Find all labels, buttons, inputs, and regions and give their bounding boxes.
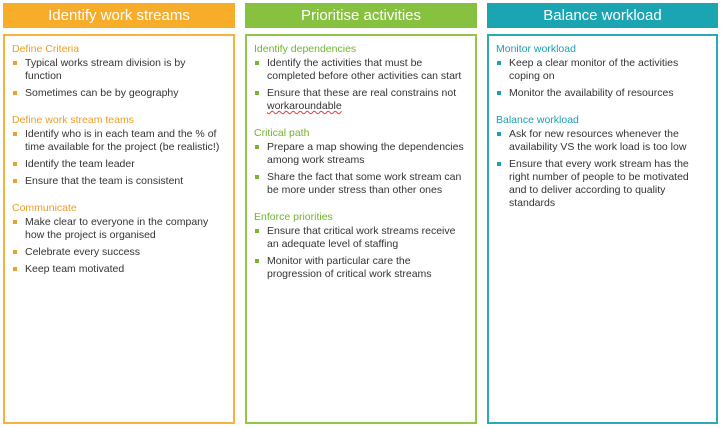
bullet-list: [254, 141, 467, 197]
list-item: [254, 57, 467, 83]
list-item-text: Identify the activities that must be completed before other activities can start: [267, 57, 462, 82]
section-monitor-workload: [496, 43, 708, 100]
column-body: [487, 34, 718, 424]
list-item: [12, 263, 225, 276]
section-title: Identify dependencies: [254, 43, 357, 55]
column-header: Prioritise activities: [245, 3, 477, 28]
section-title: Enforce priorities: [254, 211, 333, 223]
square-bullet-icon: [13, 132, 17, 136]
misspelled-word: workaroundable: [267, 100, 342, 112]
column-prioritise-activities: [245, 3, 477, 424]
square-bullet-icon: [255, 229, 259, 233]
list-item: [496, 128, 708, 154]
column-balance-workload: [487, 3, 718, 424]
square-bullet-icon: [255, 175, 259, 179]
list-item-text: Identify who is in each team and the % of time available for the project (be realistic!): [25, 128, 220, 153]
section-title: Define work stream teams: [12, 114, 134, 126]
section-title: Critical path: [254, 127, 310, 139]
square-bullet-icon: [497, 91, 501, 95]
list-item-text: Keep a clear monitor of the activities coping on: [509, 57, 679, 82]
square-bullet-icon: [13, 250, 17, 254]
list-item-text: Identify the team leader: [25, 158, 135, 170]
list-item-text: Keep team motivated: [25, 263, 125, 275]
section-title: Communicate: [12, 202, 77, 214]
column-identify-work-streams: [3, 3, 235, 424]
square-bullet-icon: [497, 162, 501, 166]
square-bullet-icon: [13, 162, 17, 166]
list-item: [254, 255, 467, 281]
section-title: Monitor workload: [496, 43, 576, 55]
list-item-text: Prepare a map showing the dependencies among work streams: [267, 141, 464, 166]
section-title: Define Criteria: [12, 43, 80, 55]
list-item: [12, 57, 225, 83]
bullet-list: [254, 57, 467, 113]
list-item: [496, 57, 708, 83]
list-item: [12, 175, 225, 188]
list-item-text: Typical works stream division is by function: [25, 57, 186, 82]
list-item-text: Make clear to everyone in the company how the project is organised: [25, 216, 209, 241]
square-bullet-icon: [497, 61, 501, 65]
list-item-text: Monitor the availability of resources: [509, 87, 674, 99]
square-bullet-icon: [497, 132, 501, 136]
list-item: [12, 246, 225, 259]
square-bullet-icon: [13, 267, 17, 271]
square-bullet-icon: [255, 61, 259, 65]
list-item: [12, 128, 225, 154]
section-define-work-stream-teams: [12, 114, 225, 188]
list-item: [254, 141, 467, 167]
list-item-text: Ensure that the team is consistent: [25, 175, 184, 187]
bullet-list: [254, 225, 467, 281]
list-item: [12, 216, 225, 242]
section-communicate: [12, 202, 225, 276]
section-identify-dependencies: [254, 43, 467, 113]
list-item: [12, 87, 225, 100]
square-bullet-icon: [13, 179, 17, 183]
square-bullet-icon: [255, 91, 259, 95]
column-body: [3, 34, 235, 424]
list-item-text: Ensure that critical work streams receive an adequate level of staffing: [267, 225, 456, 250]
list-item-text: Monitor with particular care the progression of critical work streams: [267, 255, 432, 280]
column-header: Identify work streams: [3, 3, 235, 28]
bullet-list: [496, 57, 708, 100]
square-bullet-icon: [255, 259, 259, 263]
column-body: [245, 34, 477, 424]
list-item: [254, 171, 467, 197]
square-bullet-icon: [13, 220, 17, 224]
list-item-text: Ensure that every work stream has the right number of people to be motivated and to deliver according to quality standards: [509, 158, 689, 209]
bullet-list: [12, 57, 225, 100]
list-item: [12, 158, 225, 171]
section-define-criteria: [12, 43, 225, 100]
bullet-list: [496, 128, 708, 210]
square-bullet-icon: [255, 145, 259, 149]
square-bullet-icon: [13, 61, 17, 65]
list-item: [254, 87, 467, 113]
list-item-text: Ask for new resources whenever the availability VS the work load is too low: [509, 128, 687, 153]
bullet-list: [12, 216, 225, 276]
square-bullet-icon: [13, 91, 17, 95]
list-item-text: Ensure that these are real constrains not: [267, 87, 457, 99]
column-header: Balance workload: [487, 3, 718, 28]
list-item-text: Share the fact that some work stream can be more under stress than other ones: [267, 171, 462, 196]
section-critical-path: [254, 127, 467, 197]
list-item: [254, 225, 467, 251]
list-item: [496, 87, 708, 100]
section-balance-workload: [496, 114, 708, 210]
bullet-list: [12, 128, 225, 188]
list-item-text: Celebrate every success: [25, 246, 140, 258]
list-item: [496, 158, 708, 210]
section-title: Balance workload: [496, 114, 579, 126]
section-enforce-priorities: [254, 211, 467, 281]
list-item-text: Sometimes can be by geography: [25, 87, 179, 99]
